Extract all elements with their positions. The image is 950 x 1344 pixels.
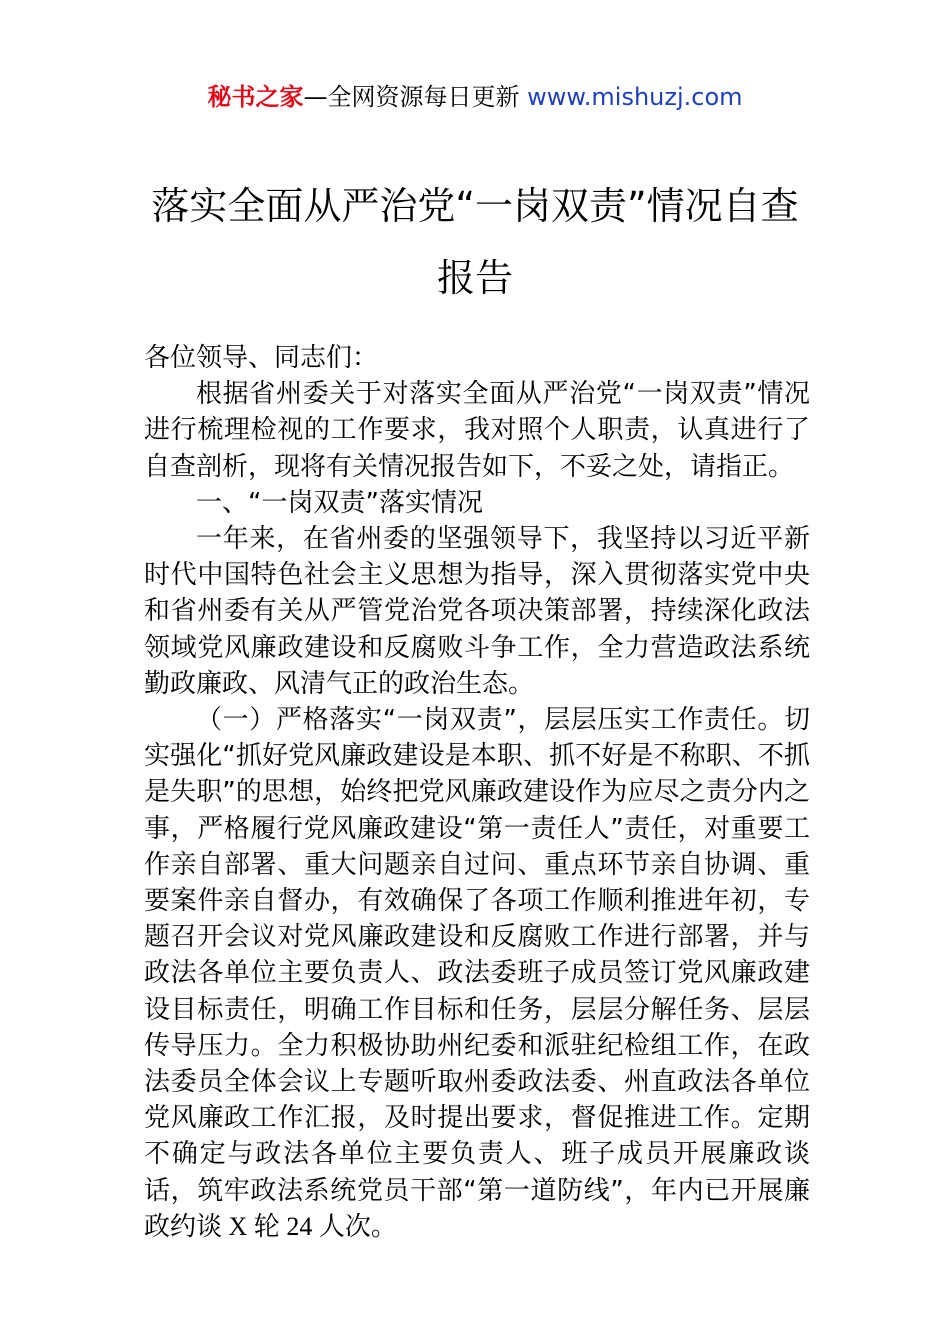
count-unit-persons: 人次。 (318, 1211, 397, 1242)
document-body (144, 340, 810, 1245)
count-number: 24 (279, 1211, 319, 1241)
count-unit-rounds: 轮 (253, 1211, 280, 1242)
site-url-link[interactable]: www.mishuzj.com (527, 83, 743, 111)
site-tagline: —全网资源每日更新 (303, 83, 528, 111)
subsection-paragraph (144, 702, 810, 1245)
count-x: X (222, 1211, 254, 1241)
document-title: 落实全面从严治党“一岗双责”情况自查报告 (151, 184, 799, 300)
intro-paragraph: 根据省州委关于对落实全面从严治党“一岗双责”情况进行梳理检视的工作要求，我对照个人职责，认真进行了自查剖析，现将有关情况报告如下，不妥之处，请指正。 (144, 379, 810, 482)
section-paragraph: 一年来，在省州委的坚强领导下，我坚持以习近平新时代中国特色社会主义思想为指导，深入贯彻落实党中央和省州委有关从严管党治党各项决策部署，持续深化政法领域党风廉政建设和反腐败斗争工作，全力营造政法系统勤政廉政、风清气正的政治生态。 (144, 524, 810, 699)
salutation: 各位领导、同志们： (144, 343, 379, 373)
subsection-text: （一）严格落实“一岗双责”，层层压实工作责任。切实强化“抓好党风廉政建设是本职、抓不好是不称职、不抓是失职”的思想，始终把党风廉政建设作为应尽之责分内之事，严格履行党风廉政建设“第一责任人”责任，对重要工作亲自部署、重大问题亲自过问、重点环节亲自协调、重要案件亲自督办，有效确保了各项工作顺利推进年初，专题召开会议对党风廉政建设和反腐败工作进行部署，并与政法各单位主要负责人、政法委班子成员签订党风廉政建设目标责任，明确工作目标和任务，层层分解任务、层层传导压力。全力积极协助州纪委和派驻纪检组工作，在政法委员全体会议上专题听取州委政法委、州直政法各单位党风廉政工作汇报，及时提出要求，督促推进工作。定期不确定与政法各单位主要负责人、班子成员开展廉政谈话，筑牢政法系统党员干部“第一道防线”，年内已开展廉政约谈 (144, 705, 810, 1242)
section-heading: 一、“一岗双责”落实情况 (196, 487, 483, 518)
site-brand: 秘书之家 (207, 83, 304, 111)
site-header (0, 80, 950, 114)
